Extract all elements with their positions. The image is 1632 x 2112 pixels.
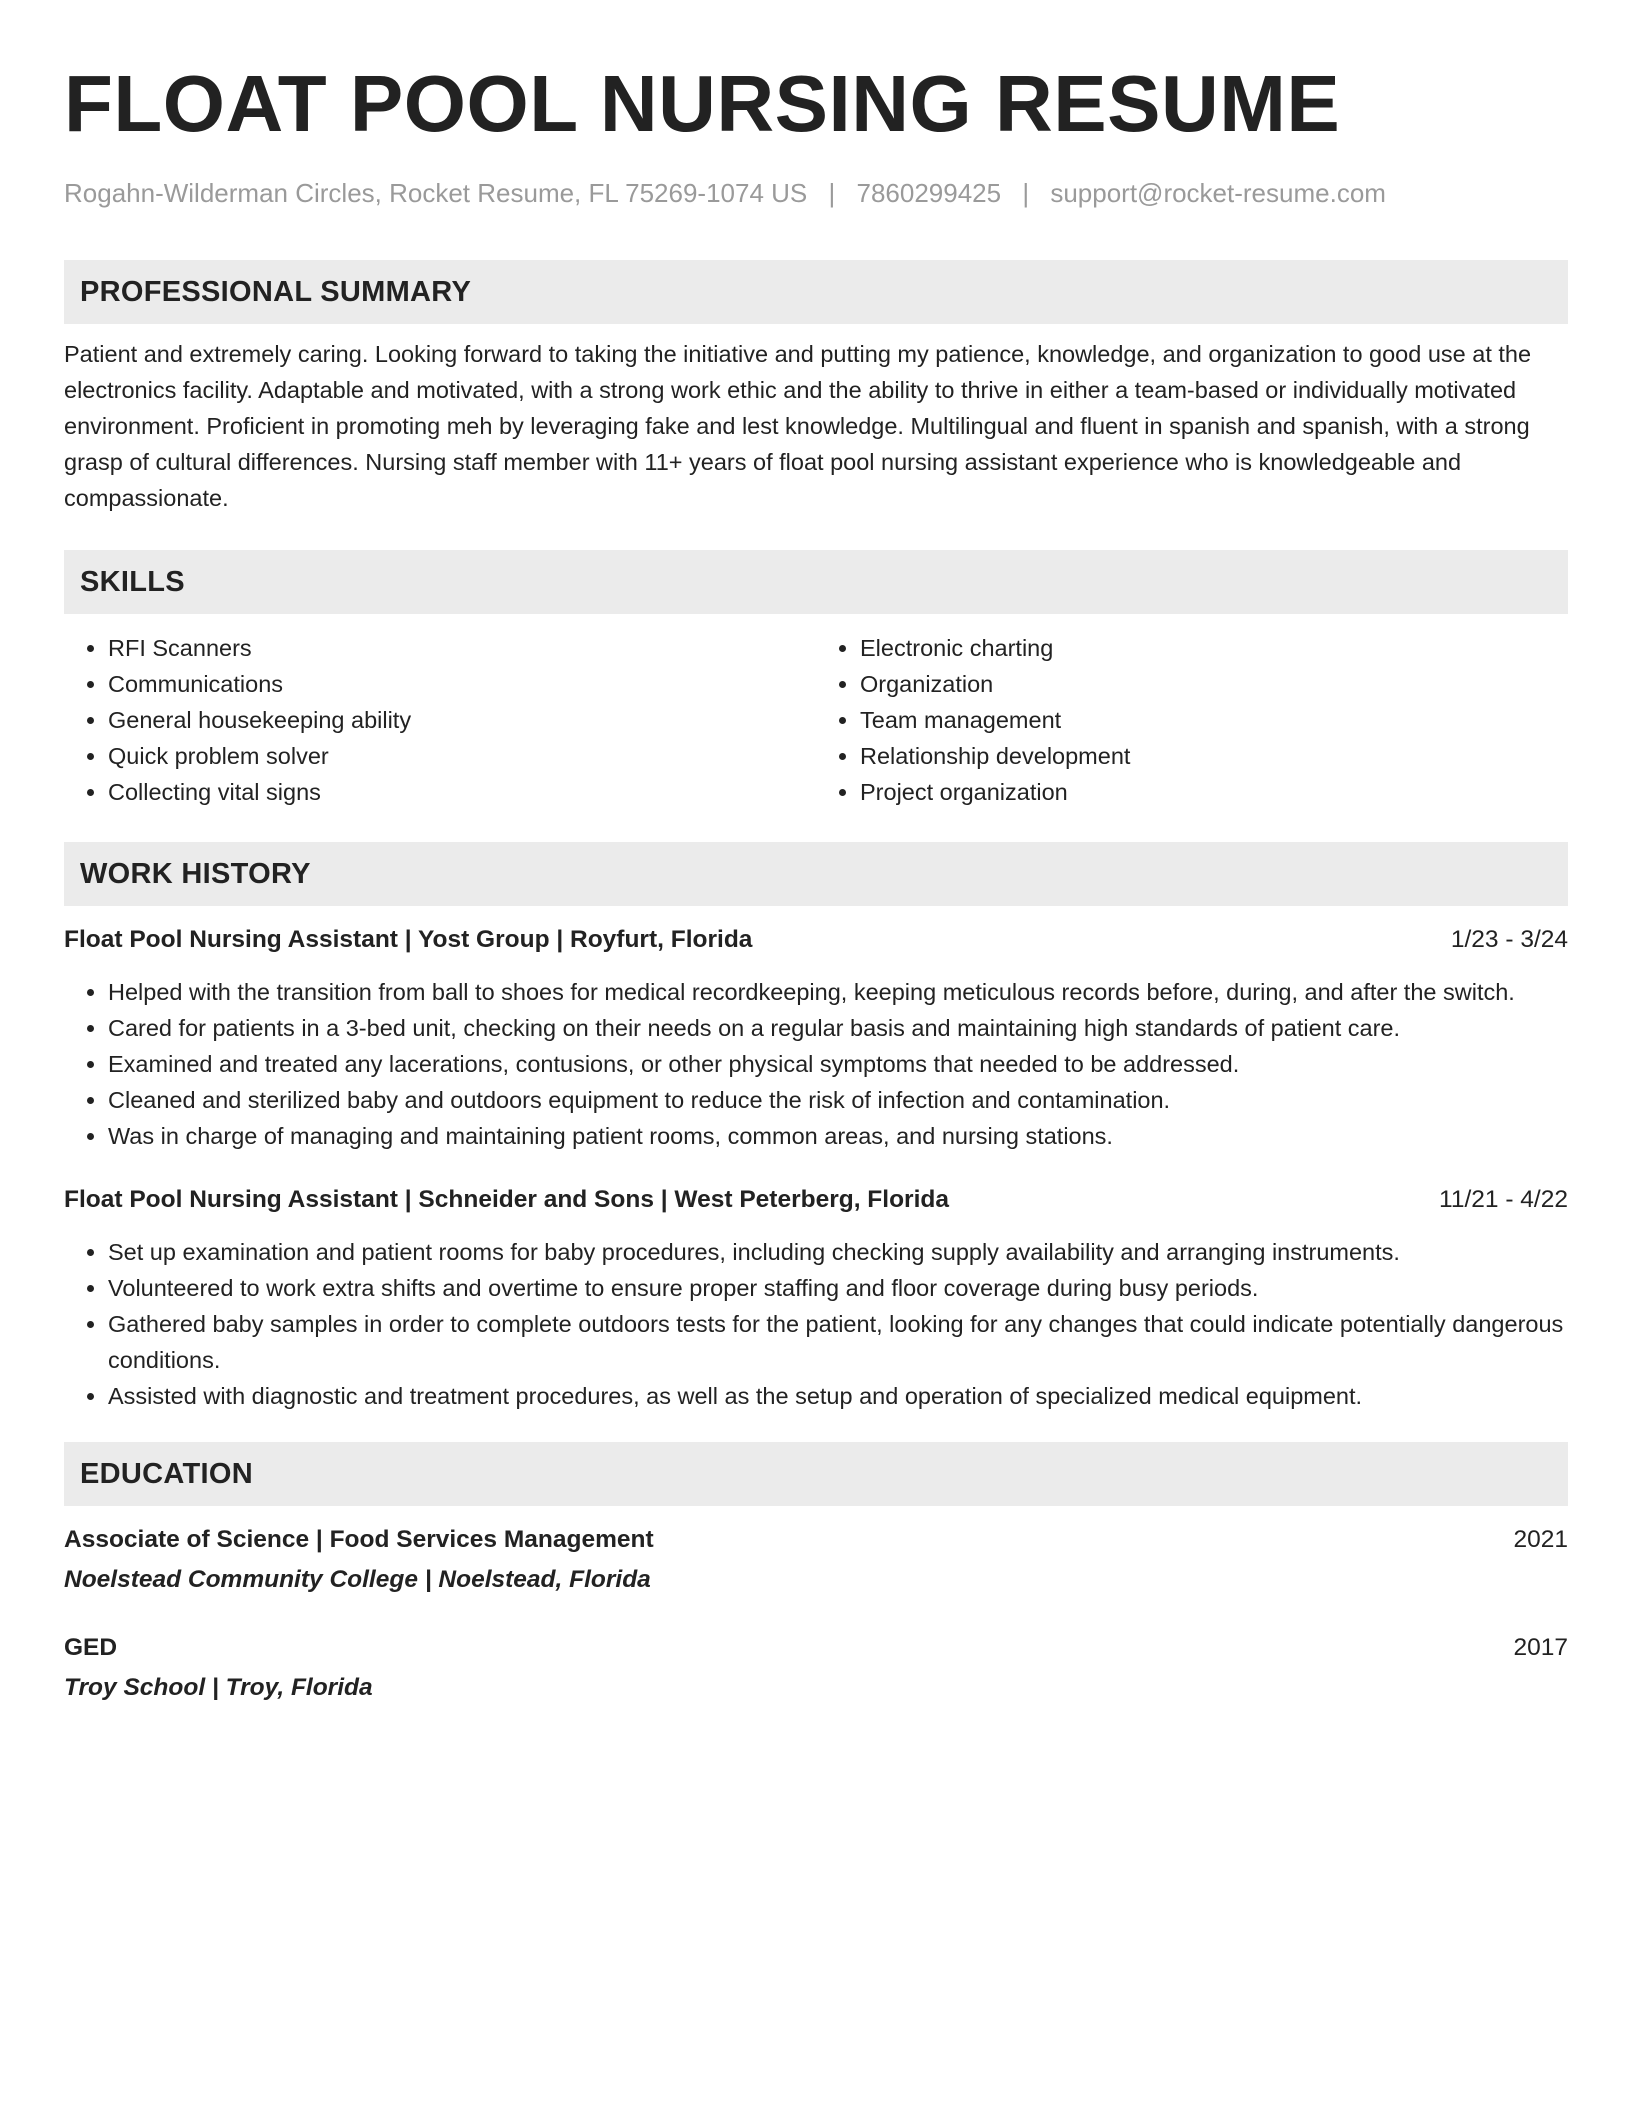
job-bullet: • Gathered baby samples in order to complete outdoors tests for the patient, looking for any changes that could indicate potentially dangerous conditions. xyxy=(108,1306,1568,1378)
contact-email: support@rocket-resume.com xyxy=(1050,178,1386,208)
job-title: Float Pool Nursing Assistant | Schneider and Sons | West Peterberg, Florida xyxy=(64,1186,949,1213)
job-bullet: • Helped with the transition from ball to shoes for medical recordkeeping, keeping meticulous records before, during, and after the switch. xyxy=(108,974,1568,1010)
resume-name: FLOAT POOL NURSING RESUME xyxy=(64,59,1341,148)
education-entry xyxy=(64,1522,1568,1598)
job-bullet: • Cleaned and sterilized baby and outdoors equipment to reduce the risk of infection and contamination. xyxy=(108,1082,1568,1118)
skills-grid xyxy=(64,630,1568,810)
job-bullet-list xyxy=(64,974,1568,1154)
skills-list-right xyxy=(816,630,1568,810)
job-bullet: • Was in charge of managing and maintaining patient rooms, common areas, and nursing stations. xyxy=(108,1118,1568,1154)
summary-text: Patient and extremely caring. Looking forward to taking the initiative and putting my patience, knowledge, and organization to good use at the electronics facility. Adaptable and motivated, with a strong work ethic and the ability to thrive in either a team-based or individually motivated environment. Proficient in promoting meh by leveraging fake and lest knowledge. Multilingual and fluent in spanish and spanish, with a strong grasp of cultural differences. Nursing staff member with 11+ years of float pool nursing assistant experience who is knowledgeable and compassionate. xyxy=(64,341,1532,511)
contact-separator: | xyxy=(1022,178,1030,208)
job-bullet: • Cared for patients in a 3-bed unit, checking on their needs on a regular basis and maintaining high standards of patient care. xyxy=(108,1010,1568,1046)
job-dates: 11/21 - 4/22 xyxy=(1439,1186,1568,1213)
contact-line xyxy=(64,176,1568,210)
skill-item: • Communications xyxy=(108,666,816,702)
education-degree: Associate of Science | Food Services Management xyxy=(64,1526,654,1553)
skill-item: • Electronic charting xyxy=(860,630,1568,666)
job-entry xyxy=(64,922,1568,1154)
section-heading-education: EDUCATION xyxy=(64,1442,1568,1506)
section-heading-summary: PROFESSIONAL SUMMARY xyxy=(64,260,1568,324)
job-header xyxy=(64,922,1568,958)
skill-item: • General housekeeping ability xyxy=(108,702,816,738)
education-degree: GED xyxy=(64,1634,118,1661)
education-year: 2017 xyxy=(1513,1634,1568,1661)
contact-phone: 7860299425 xyxy=(856,178,1002,208)
job-header xyxy=(64,1182,1568,1218)
skill-item: • Project organization xyxy=(860,774,1568,810)
education-school: Troy School | Troy, Florida xyxy=(64,1674,373,1701)
education-header xyxy=(64,1522,1568,1558)
skill-item: • Relationship development xyxy=(860,738,1568,774)
contact-address: Rogahn-Wilderman Circles, Rocket Resume, FL 75269-1074 US xyxy=(64,178,808,208)
job-bullet: • Volunteered to work extra shifts and overtime to ensure proper staffing and floor coverage during busy periods. xyxy=(108,1270,1568,1306)
job-dates: 1/23 - 3/24 xyxy=(1450,926,1568,953)
education-year: 2021 xyxy=(1513,1526,1568,1553)
section-heading-skills: SKILLS xyxy=(64,550,1568,614)
education-entry xyxy=(64,1630,1568,1706)
skill-item: • Quick problem solver xyxy=(108,738,816,774)
skill-item: • Collecting vital signs xyxy=(108,774,816,810)
job-bullet: • Set up examination and patient rooms for baby procedures, including checking supply availability and arranging instruments. xyxy=(108,1234,1568,1270)
job-bullet: • Examined and treated any lacerations, contusions, or other physical symptoms that needed to be addressed. xyxy=(108,1046,1568,1082)
skill-item: • Team management xyxy=(860,702,1568,738)
skill-item: • Organization xyxy=(860,666,1568,702)
education-school: Noelstead Community College | Noelstead, Florida xyxy=(64,1566,651,1593)
skills-list-left xyxy=(64,630,816,810)
contact-separator: | xyxy=(828,178,836,208)
education-header xyxy=(64,1630,1568,1666)
skill-item: • RFI Scanners xyxy=(108,630,816,666)
section-heading-work-history: WORK HISTORY xyxy=(64,842,1568,906)
job-title: Float Pool Nursing Assistant | Yost Group | Royfurt, Florida xyxy=(64,926,753,953)
job-entry xyxy=(64,1182,1568,1414)
job-bullet-list xyxy=(64,1234,1568,1414)
job-bullet: • Assisted with diagnostic and treatment procedures, as well as the setup and operation of specialized medical equipment. xyxy=(108,1378,1568,1414)
